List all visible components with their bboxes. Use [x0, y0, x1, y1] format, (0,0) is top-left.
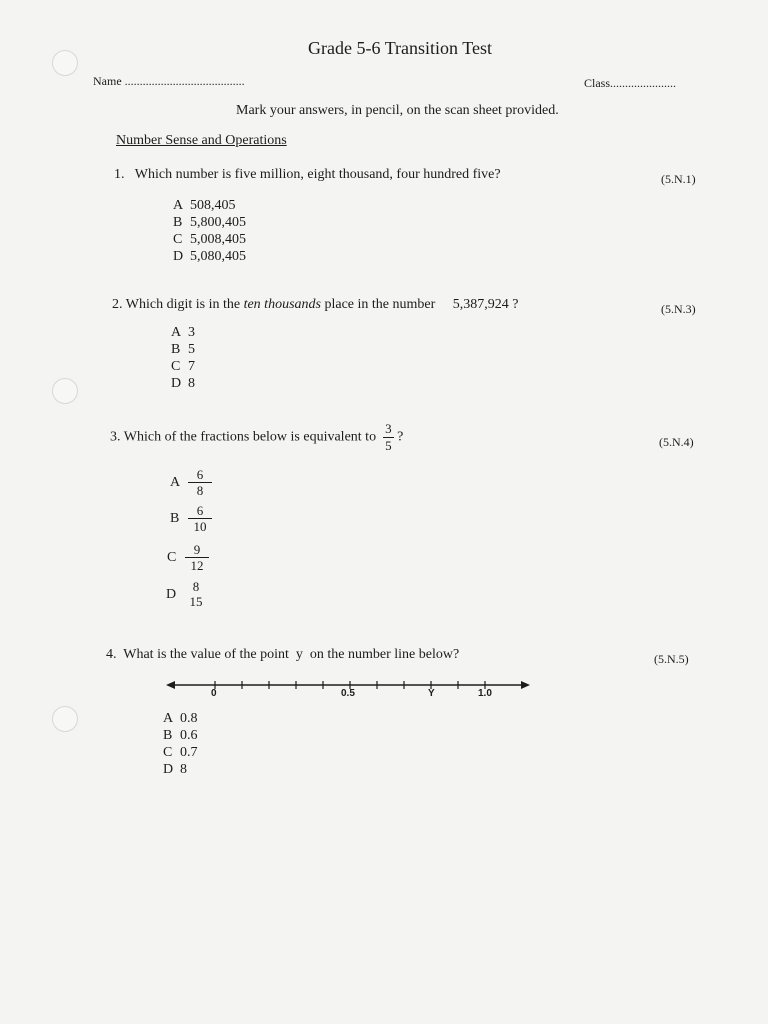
question-text: Which of the fractions below is equivalent to	[123, 429, 377, 445]
answer-options	[171, 324, 195, 392]
question-number: 1.	[114, 167, 125, 182]
question-number: 4.	[106, 647, 117, 662]
page-title: Grade 5-6 Transition Test	[308, 38, 492, 58]
question-number: 3.	[110, 429, 121, 445]
standard-code: (5.N.1)	[661, 172, 696, 186]
answer-option: D 8	[163, 762, 187, 777]
answer-option: A 508,405	[173, 198, 236, 213]
test-page: Grade 5-6 Transition Test Name ........................................ Class...................... Mark your answers, in pencil, on the scan sheet provided. Number Sense and Operations 1. Which number is five million, eight thousand, four hundred five? (5.N.1) A 508,405 B 5,800,405 C 5,008,405 D 5,080,405 2. Which digit is in the ten thousands place in the number 5,387,924 ? (5.N.3) A 3 B 5 C 7 D 8 3. Which of the fractions below is equivalent to $\frac{3}{5}$ ? (5.N.4) A 6 8 B 6 10 C 9 12 D 8 15 4. What is the value of the point y on the number line below? (5.N.5) 0 0.5 Y 1.0 A 0.8 B 0.6 C 0.7 D 8	[0, 0, 768, 1024]
answer-option: A 3	[171, 325, 195, 340]
point-label: y	[295, 647, 303, 662]
answer-option: C 7	[171, 359, 195, 374]
number-line-label-y: Y	[428, 688, 435, 699]
punch-hole	[52, 378, 78, 404]
number-line-label-1: 1.0	[478, 688, 492, 699]
answer-options	[163, 710, 198, 778]
answer-option: D 5,080,405	[173, 249, 246, 264]
answer-option: B 5,800,405	[173, 215, 246, 230]
question-1	[114, 167, 501, 183]
section-heading: Number Sense and Operations	[116, 133, 287, 148]
answer-option: B 0.6	[163, 728, 198, 743]
name-field-label: Name ........................................	[93, 74, 245, 88]
standard-code: (5.N.5)	[654, 652, 689, 666]
answer-option: D 8	[171, 376, 195, 391]
answer-option: C 5,008,405	[173, 232, 246, 247]
number-line-label-half: 0.5	[341, 688, 355, 699]
target-fraction: $\frac{3}{5}$	[385, 421, 392, 453]
class-field-label: Class......................	[584, 76, 677, 90]
punch-hole	[52, 706, 78, 732]
answer-option: B 5	[171, 342, 195, 357]
answer-option: A 0.8	[163, 711, 198, 726]
question-2: 2. Which digit is in the ten thousands place in the number 5,387,924 ?	[112, 297, 519, 312]
standard-code: (5.N.3)	[661, 302, 696, 316]
question-3: 3. Which of the fractions below is equivalent to $\frac{3}{5}$ ?	[110, 421, 404, 453]
number-line-label-0: 0	[211, 688, 217, 699]
answer-options	[173, 197, 246, 265]
number-value: 5,387,924 ?	[452, 297, 519, 312]
question-4: 4. What is the value of the point y on the number line below?	[106, 647, 460, 662]
standard-code: (5.N.4)	[659, 435, 694, 449]
answer-option: C 0.7	[163, 745, 198, 760]
question-number: 2.	[112, 297, 123, 312]
question-text: Which number is five million, eight thousand, four hundred five?	[134, 167, 501, 182]
instructions: Mark your answers, in pencil, on the scan sheet provided.	[236, 103, 559, 118]
